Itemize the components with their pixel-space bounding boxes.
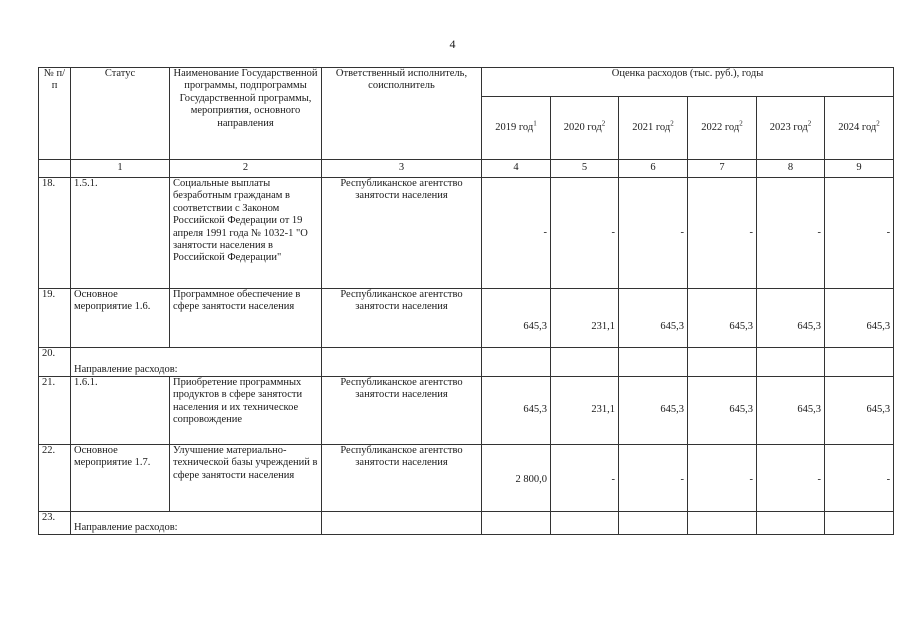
row-status: Основное мероприятие 1.7. [71,445,170,512]
header-name: Наименование Государственной программы, подпрограммы Государственной программы, мероприятия, основного направления [170,68,322,160]
header-estimate: Оценка расходов (тыс. руб.), годы [482,68,894,97]
header-responsible: Ответственный исполнитель, соисполнитель [322,68,482,160]
table-row [39,348,894,377]
value-2020: - [551,178,619,289]
table-row [39,289,894,348]
empty-cell [322,512,482,535]
row-direction: Направление расходов: [71,348,322,377]
value-2024: 645,3 [825,289,894,348]
column-number: 4 [482,160,551,178]
value-2023: 645,3 [757,377,825,445]
row-index: 19. [39,289,71,348]
row-direction: Направление расходов: [71,512,322,535]
value-2020: 231,1 [551,289,619,348]
value-2019: 645,3 [482,289,551,348]
empty-cell [619,512,688,535]
value-2024: 645,3 [825,377,894,445]
value-2022: - [688,445,757,512]
header-year-2023: 2023 год$^2$ [757,97,825,160]
row-responsible: Республиканское агентство занятости населения [322,377,482,445]
column-number-row [39,160,894,178]
table-row [39,377,894,445]
row-index: 20. [39,348,71,377]
header-year-2022: 2022 год$^2$ [688,97,757,160]
empty-cell [551,348,619,377]
value-2021: - [619,178,688,289]
header-year-2021: 2021 год$^2$ [619,97,688,160]
value-2020: - [551,445,619,512]
empty-cell [757,512,825,535]
header-year-2020: 2020 год$^2$ [551,97,619,160]
table-row [39,445,894,512]
column-number: 7 [688,160,757,178]
column-number: 8 [757,160,825,178]
empty-cell [482,512,551,535]
row-index: 21. [39,377,71,445]
value-2019: - [482,178,551,289]
header-year-2024: 2024 год$^2$ [825,97,894,160]
header-year-2019: 2019 год$^1$ [482,97,551,160]
value-2024: - [825,445,894,512]
empty-cell [757,348,825,377]
row-responsible: Республиканское агентство занятости населения [322,445,482,512]
empty-cell [825,348,894,377]
value-2024: - [825,178,894,289]
row-name: Программное обеспечение в сфере занятости населения [170,289,322,348]
column-number: 5 [551,160,619,178]
value-2019: 645,3 [482,377,551,445]
column-number: 1 [71,160,170,178]
row-name: Приобретение программных продуктов в сфере занятости населения и их техническое сопровождение [170,377,322,445]
row-index: 22. [39,445,71,512]
header-status: Статус [71,68,170,160]
row-name: Социальные выплаты безработным гражданам в соответствии с Законом Российской Федерации от 19 апреля 1991 года № 1032-1 "О занятости населения в Российской Федерации" [170,178,322,289]
column-number: 3 [322,160,482,178]
empty-cell [322,348,482,377]
value-2021: - [619,445,688,512]
value-2020: 231,1 [551,377,619,445]
empty-cell [825,512,894,535]
value-2023: 645,3 [757,289,825,348]
page-number: 4 [449,37,456,51]
empty-cell [688,512,757,535]
value-2022: 645,3 [688,289,757,348]
column-number [39,160,71,178]
header-num: № п/п [39,68,71,160]
value-2023: - [757,445,825,512]
value-2021: 645,3 [619,377,688,445]
column-number: 2 [170,160,322,178]
value-2022: 645,3 [688,377,757,445]
column-number: 6 [619,160,688,178]
value-2022: - [688,178,757,289]
row-responsible: Республиканское агентство занятости населения [322,289,482,348]
empty-cell [688,348,757,377]
empty-cell [482,348,551,377]
empty-cell [619,348,688,377]
row-status: 1.5.1. [71,178,170,289]
column-number: 9 [825,160,894,178]
table-row [39,178,894,289]
row-responsible: Республиканское агентство занятости населения [322,178,482,289]
value-2021: 645,3 [619,289,688,348]
value-2023: - [757,178,825,289]
row-name: Улучшение материально-технической базы учреждений в сфере занятости населения [170,445,322,512]
empty-cell [551,512,619,535]
row-index: 23. [39,512,71,535]
row-status: 1.6.1. [71,377,170,445]
value-2019: 2 800,0 [482,445,551,512]
row-status: Основное мероприятие 1.6. [71,289,170,348]
row-index: 18. [39,178,71,289]
table-row [39,512,894,535]
budget-table [38,67,894,535]
